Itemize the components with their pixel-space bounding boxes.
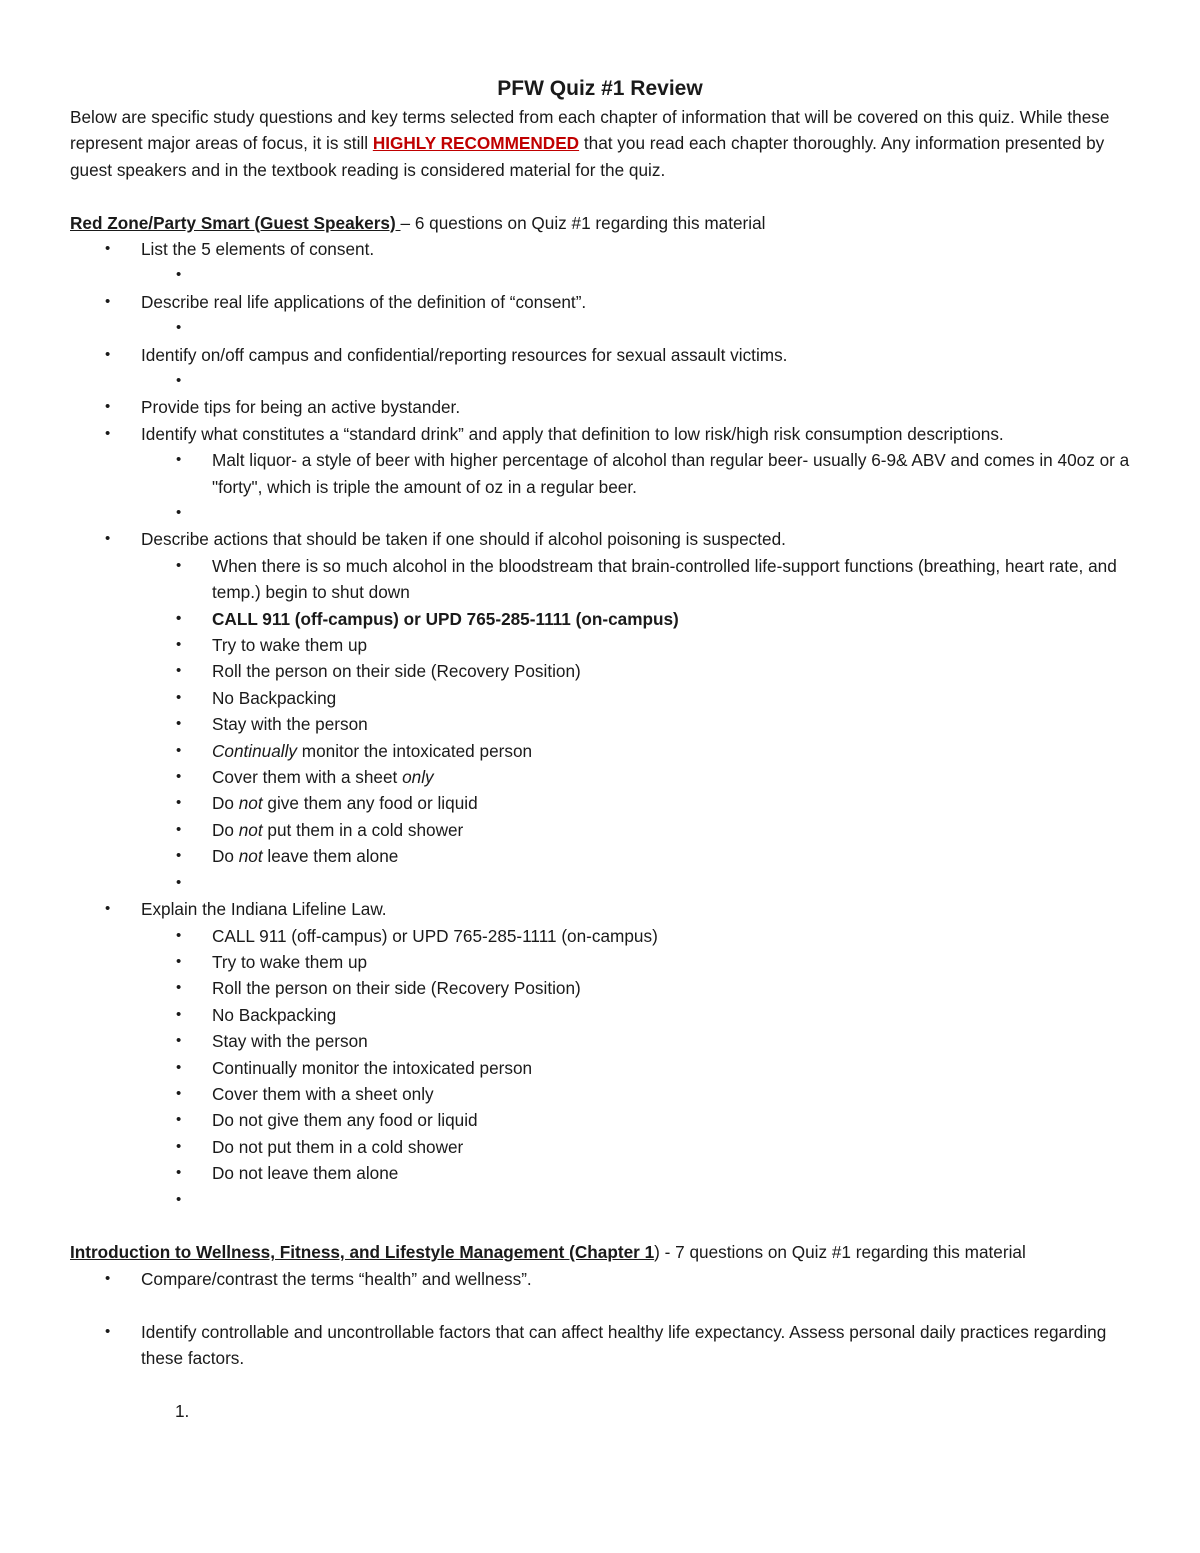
sub-list-item: • Cover them with a sheet only [70,1081,1130,1107]
numbered-item: 1. [175,1400,190,1421]
sub-list-item: • Do not give them any food or liquid [70,790,1130,816]
sub-list-item: • Try to wake them up [70,632,1130,658]
list-item: • Explain the Indiana Lifeline Law. [70,896,1130,922]
empty-bullet [70,1187,1130,1213]
list-item: • Describe actions that should be taken if one should if alcohol poisoning is suspected. [70,526,1130,552]
sub-list-item: • Do not leave them alone [70,843,1130,869]
sub-list-item: • Stay with the person [70,1028,1130,1054]
list-item: • Identify what constitutes a “standard drink” and apply that definition to low risk/high risk consumption descriptions. [70,421,1130,447]
sub-list-item: • Do not put them in a cold shower [70,817,1130,843]
sub-list-item: • Try to wake them up [70,949,1130,975]
sub-list-item-call: • CALL 911 (off-campus) or UPD 765-285-1111 (on-campus) [70,606,1130,632]
section-title: Introduction to Wellness, Fitness, and Lifestyle Management (Chapter 1 [70,1242,655,1263]
sub-list-item: • Malt liquor- a style of beer with higher percentage of alcohol than regular beer- usually 6-9& ABV and comes in 40oz or a "forty", which is triple the amount of oz in a regular beer. [70,447,1130,500]
sub-list-item: • Do not put them in a cold shower [70,1134,1130,1160]
empty-bullet [70,870,1130,896]
section-heading-red-zone [70,210,1130,236]
empty-bullet [70,500,1130,526]
sub-list-item: • Continually monitor the intoxicated person [70,738,1130,764]
highly-recommended-text: HIGHLY RECOMMENDED [372,133,580,154]
sub-list-item: • When there is so much alcohol in the bloodstream that brain-controlled life-support functions (breathing, heart rate, and temp.) begin to shut down [70,553,1130,606]
intro-text: Below are specific study questions and key terms selected from each chapter of information that will be covered on this quiz. While these represent major areas of focus, it is still [70,107,1110,154]
list-item: • Provide tips for being an active bystander. [70,394,1130,420]
page-title: PFW Quiz #1 Review [497,77,703,100]
sub-list-item: • Do not give them any food or liquid [70,1107,1130,1133]
sub-list-item: • CALL 911 (off-campus) or UPD 765-285-1111 (on-campus) [70,923,1130,949]
section-subtitle: – 6 questions on Quiz #1 regarding this material [400,212,766,233]
empty-bullet [70,368,1130,394]
empty-bullet [70,262,1130,288]
sub-list-item: • Stay with the person [70,711,1130,737]
empty-bullet [70,315,1130,341]
list-item: • Describe real life applications of the definition of “consent”. [70,289,1130,315]
list-item: • List the 5 elements of consent. [70,236,1130,262]
document-page [70,74,1130,1424]
section-title: Red Zone/Party Smart (Guest Speakers) [70,212,401,233]
section-subtitle: ) - 7 questions on Quiz #1 regarding this material [654,1242,1026,1263]
intro-text-end: that you read each chapter thoroughly. Any information presented by guest speakers and in the textbook reading is considered material for the quiz. [70,133,1105,180]
wellness-list [70,1266,1130,1424]
sub-list-item: • Roll the person on their side (Recovery Position) [70,658,1130,684]
sub-list-item: • No Backpacking [70,1002,1130,1028]
blank-line [70,1371,1130,1397]
sub-list-item: • Cover them with a sheet only [70,764,1130,790]
sub-list-item: • Continually monitor the intoxicated person [70,1055,1130,1081]
intro-paragraph [70,104,1130,183]
list-item: • Identify controllable and uncontrollable factors that can affect healthy life expectancy. Assess personal daily practices regarding these factors. [70,1319,1130,1372]
list-item: • Compare/contrast the terms “health” and wellness”. [70,1266,1130,1292]
section-heading-wellness [70,1239,1130,1265]
sub-list-item: • Do not leave them alone [70,1160,1130,1186]
sub-list-item: • Roll the person on their side (Recovery Position) [70,975,1130,1001]
list-item: • Identify on/off campus and confidential/reporting resources for sexual assault victims. [70,342,1130,368]
sub-list-item: • No Backpacking [70,685,1130,711]
red-zone-list [70,236,1130,1213]
